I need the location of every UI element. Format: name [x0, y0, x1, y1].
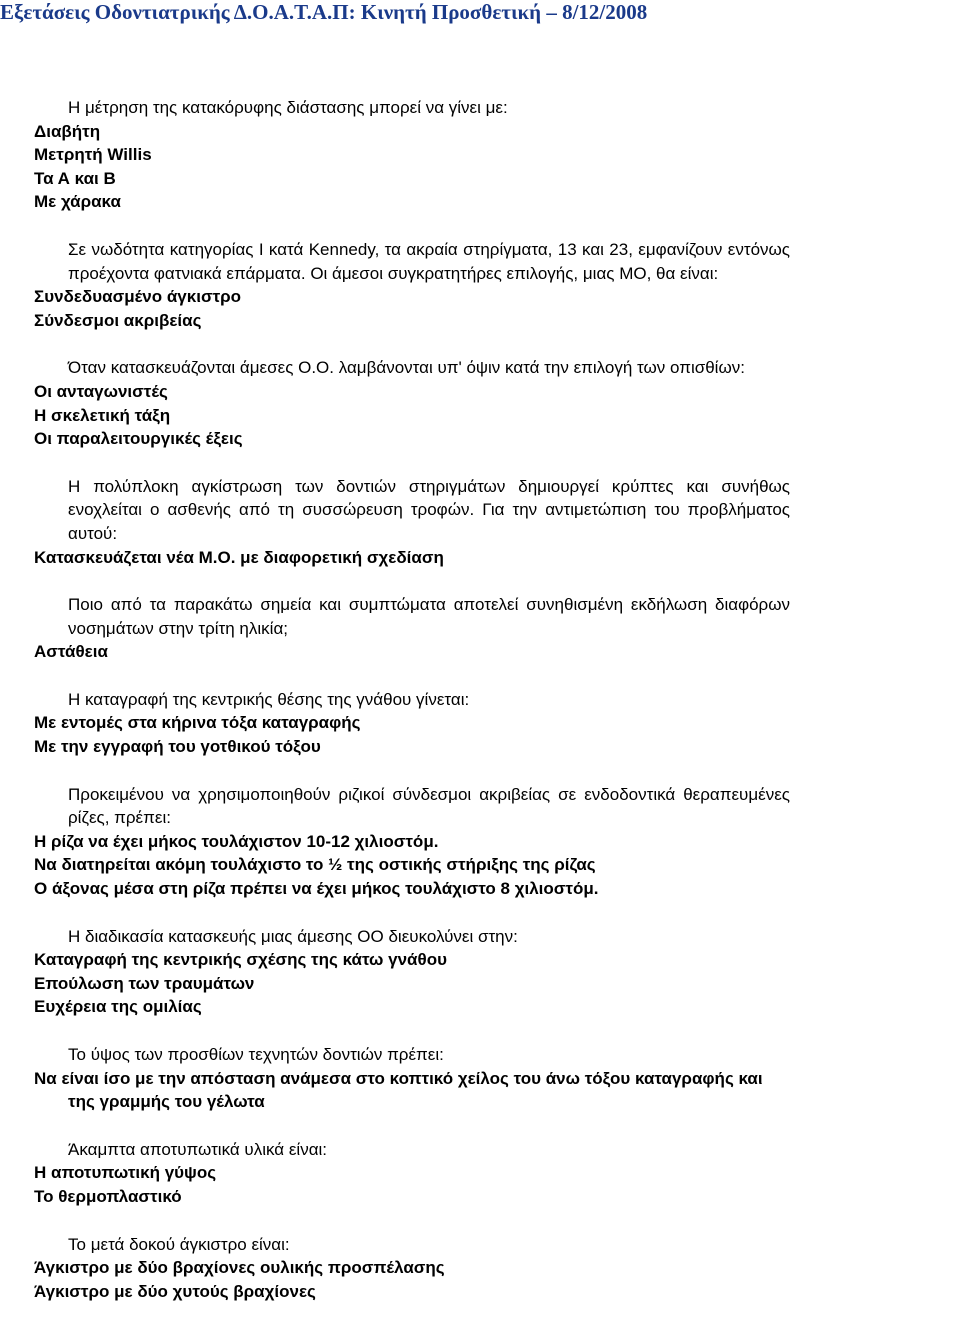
answer-list — [34, 830, 790, 901]
answer: Ευχέρεια της ομιλίας — [34, 997, 202, 1017]
answer: Η σκελετική τάξη — [34, 405, 171, 425]
answer: Οι παραλειτουργικές έξεις — [34, 429, 243, 449]
answer: Οι ανταγωνιστές — [34, 381, 168, 401]
answer: Ο άξονας μέσα στη ρίζα πρέπει να έχει μήκος τουλάχιστο 8 χιλιοστόμ. — [34, 879, 599, 899]
answer: Άγκιστρο με δύο χυτούς βραχίονες — [34, 1281, 316, 1301]
answer: Με εντομές στα κήρινα τόξα καταγραφής — [34, 713, 361, 733]
answer-list — [34, 1067, 790, 1114]
answer: Να είναι ίσο με την απόσταση ανάμεσα στο κοπτικό χείλος του άνω τόξου καταγραφής και της γραμμής του γέλωτα — [34, 1068, 763, 1112]
question-7 — [34, 783, 790, 901]
answer: Με χάρακα — [34, 192, 121, 212]
page-header: Εξετάσεις Οδοντιατρικής Δ.Ο.Α.Τ.Α.Π: Κινητή Προσθετική – 8/12/2008 — [0, 0, 648, 24]
answer: Το θερμοπλαστικό — [34, 1186, 182, 1206]
question-text: Προκειμένου να χρησιμοποιηθούν ριζικοί σύνδεσμοι ακριβείας σε ενδοδοντικά θεραπευμένες ρίζες, πρέπει: — [68, 784, 790, 828]
question-11 — [34, 1233, 790, 1304]
answer: Επούλωση των τραυμάτων — [34, 973, 255, 993]
answer: Με την εγγραφή του γοτθικού τόξου — [34, 737, 321, 757]
answer: Καταγραφή της κεντρικής σχέσης της κάτω γνάθου — [34, 950, 447, 970]
question-text: Η μέτρηση της κατακόρυφης διάστασης μπορεί να γίνει με: — [68, 98, 508, 117]
answer: Η αποτυπωτική γύψος — [34, 1163, 217, 1183]
question-1 — [34, 96, 790, 214]
answer-list — [34, 285, 790, 332]
answer: Να διατηρείται ακόμη τουλάχιστο το ½ της οστικής στήριξης της ρίζας — [34, 855, 596, 875]
question-text: Ποιο από τα παρακάτω σημεία και συμπτώματα αποτελεί συνηθισμένη εκδήλωση διαφόρων νοσημάτων στην τρίτη ηλικία; — [68, 595, 790, 638]
question-2 — [34, 238, 790, 332]
question-text: Σε νωδότητα κατηγορίας Ι κατά Kennedy, τα ακραία στηρίγματα, 13 και 23, εμφανίζουν εντόνως προέχοντα φατνιακά επάρματα. Οι άμεσοι συγκρατητήρες επιλογής, μιας ΜΟ, θα είναι: — [68, 239, 790, 283]
answer: Άγκιστρο με δύο βραχίονες ουλικής προσπέλασης — [34, 1258, 445, 1278]
answer: Αστάθεια — [34, 642, 108, 662]
answer: Η ρίζα να έχει μήκος τουλάχιστον 10-12 χιλιοστόμ. — [34, 831, 439, 851]
answer: Κατασκευάζεται νέα Μ.Ο. με διαφορετική σχεδίαση — [34, 547, 444, 567]
exam-content — [34, 96, 790, 1303]
question-text: Η διαδικασία κατασκευής μιας άμεσης ΟΟ διευκολύνει στην: — [68, 926, 518, 946]
answer-list — [34, 640, 790, 664]
answer: Τα Α και Β — [34, 168, 116, 188]
question-text: Η καταγραφή της κεντρικής θέσης της γνάθου γίνεται: — [68, 689, 470, 709]
answer: Διαβήτη — [34, 121, 101, 141]
answer-list — [34, 948, 790, 1019]
question-3 — [34, 356, 790, 450]
question-6 — [34, 688, 790, 759]
question-text: Άκαμπτα αποτυπωτικά υλικά είναι: — [68, 1139, 328, 1159]
question-text: Η πολύπλοκη αγκίστρωση των δοντιών στηριγμάτων δημιουργεί κρύπτες και συνήθως ενοχλείται ο ασθενής από τη συσσώρευση τροφών. Για την αντιμετώπιση του προβλήματος αυτού: — [68, 476, 790, 543]
question-5 — [34, 593, 790, 664]
answer-list — [34, 711, 790, 758]
answer: Μετρητή Willis — [34, 145, 152, 165]
answer-list — [34, 380, 790, 451]
question-10 — [34, 1138, 790, 1209]
question-4 — [34, 475, 790, 569]
answer-list — [34, 120, 790, 214]
question-text: Το μετά δοκού άγκιστρο είναι: — [68, 1234, 290, 1254]
answer-list — [34, 1161, 790, 1208]
answer: Συνδεδυασμένο άγκιστρο — [34, 287, 242, 307]
question-text: Όταν κατασκευάζονται άμεσες Ο.Ο. λαμβάνονται υπ' όψιν κατά την επιλογή των οπισθίων: — [68, 358, 745, 378]
answer-list — [34, 1256, 790, 1303]
answer-list — [34, 546, 790, 570]
answer: Σύνδεσμοι ακριβείας — [34, 310, 202, 330]
question-9 — [34, 1043, 790, 1114]
question-8 — [34, 925, 790, 1019]
question-text: Το ύψος των προσθίων τεχνητών δοντιών πρέπει: — [68, 1045, 444, 1064]
